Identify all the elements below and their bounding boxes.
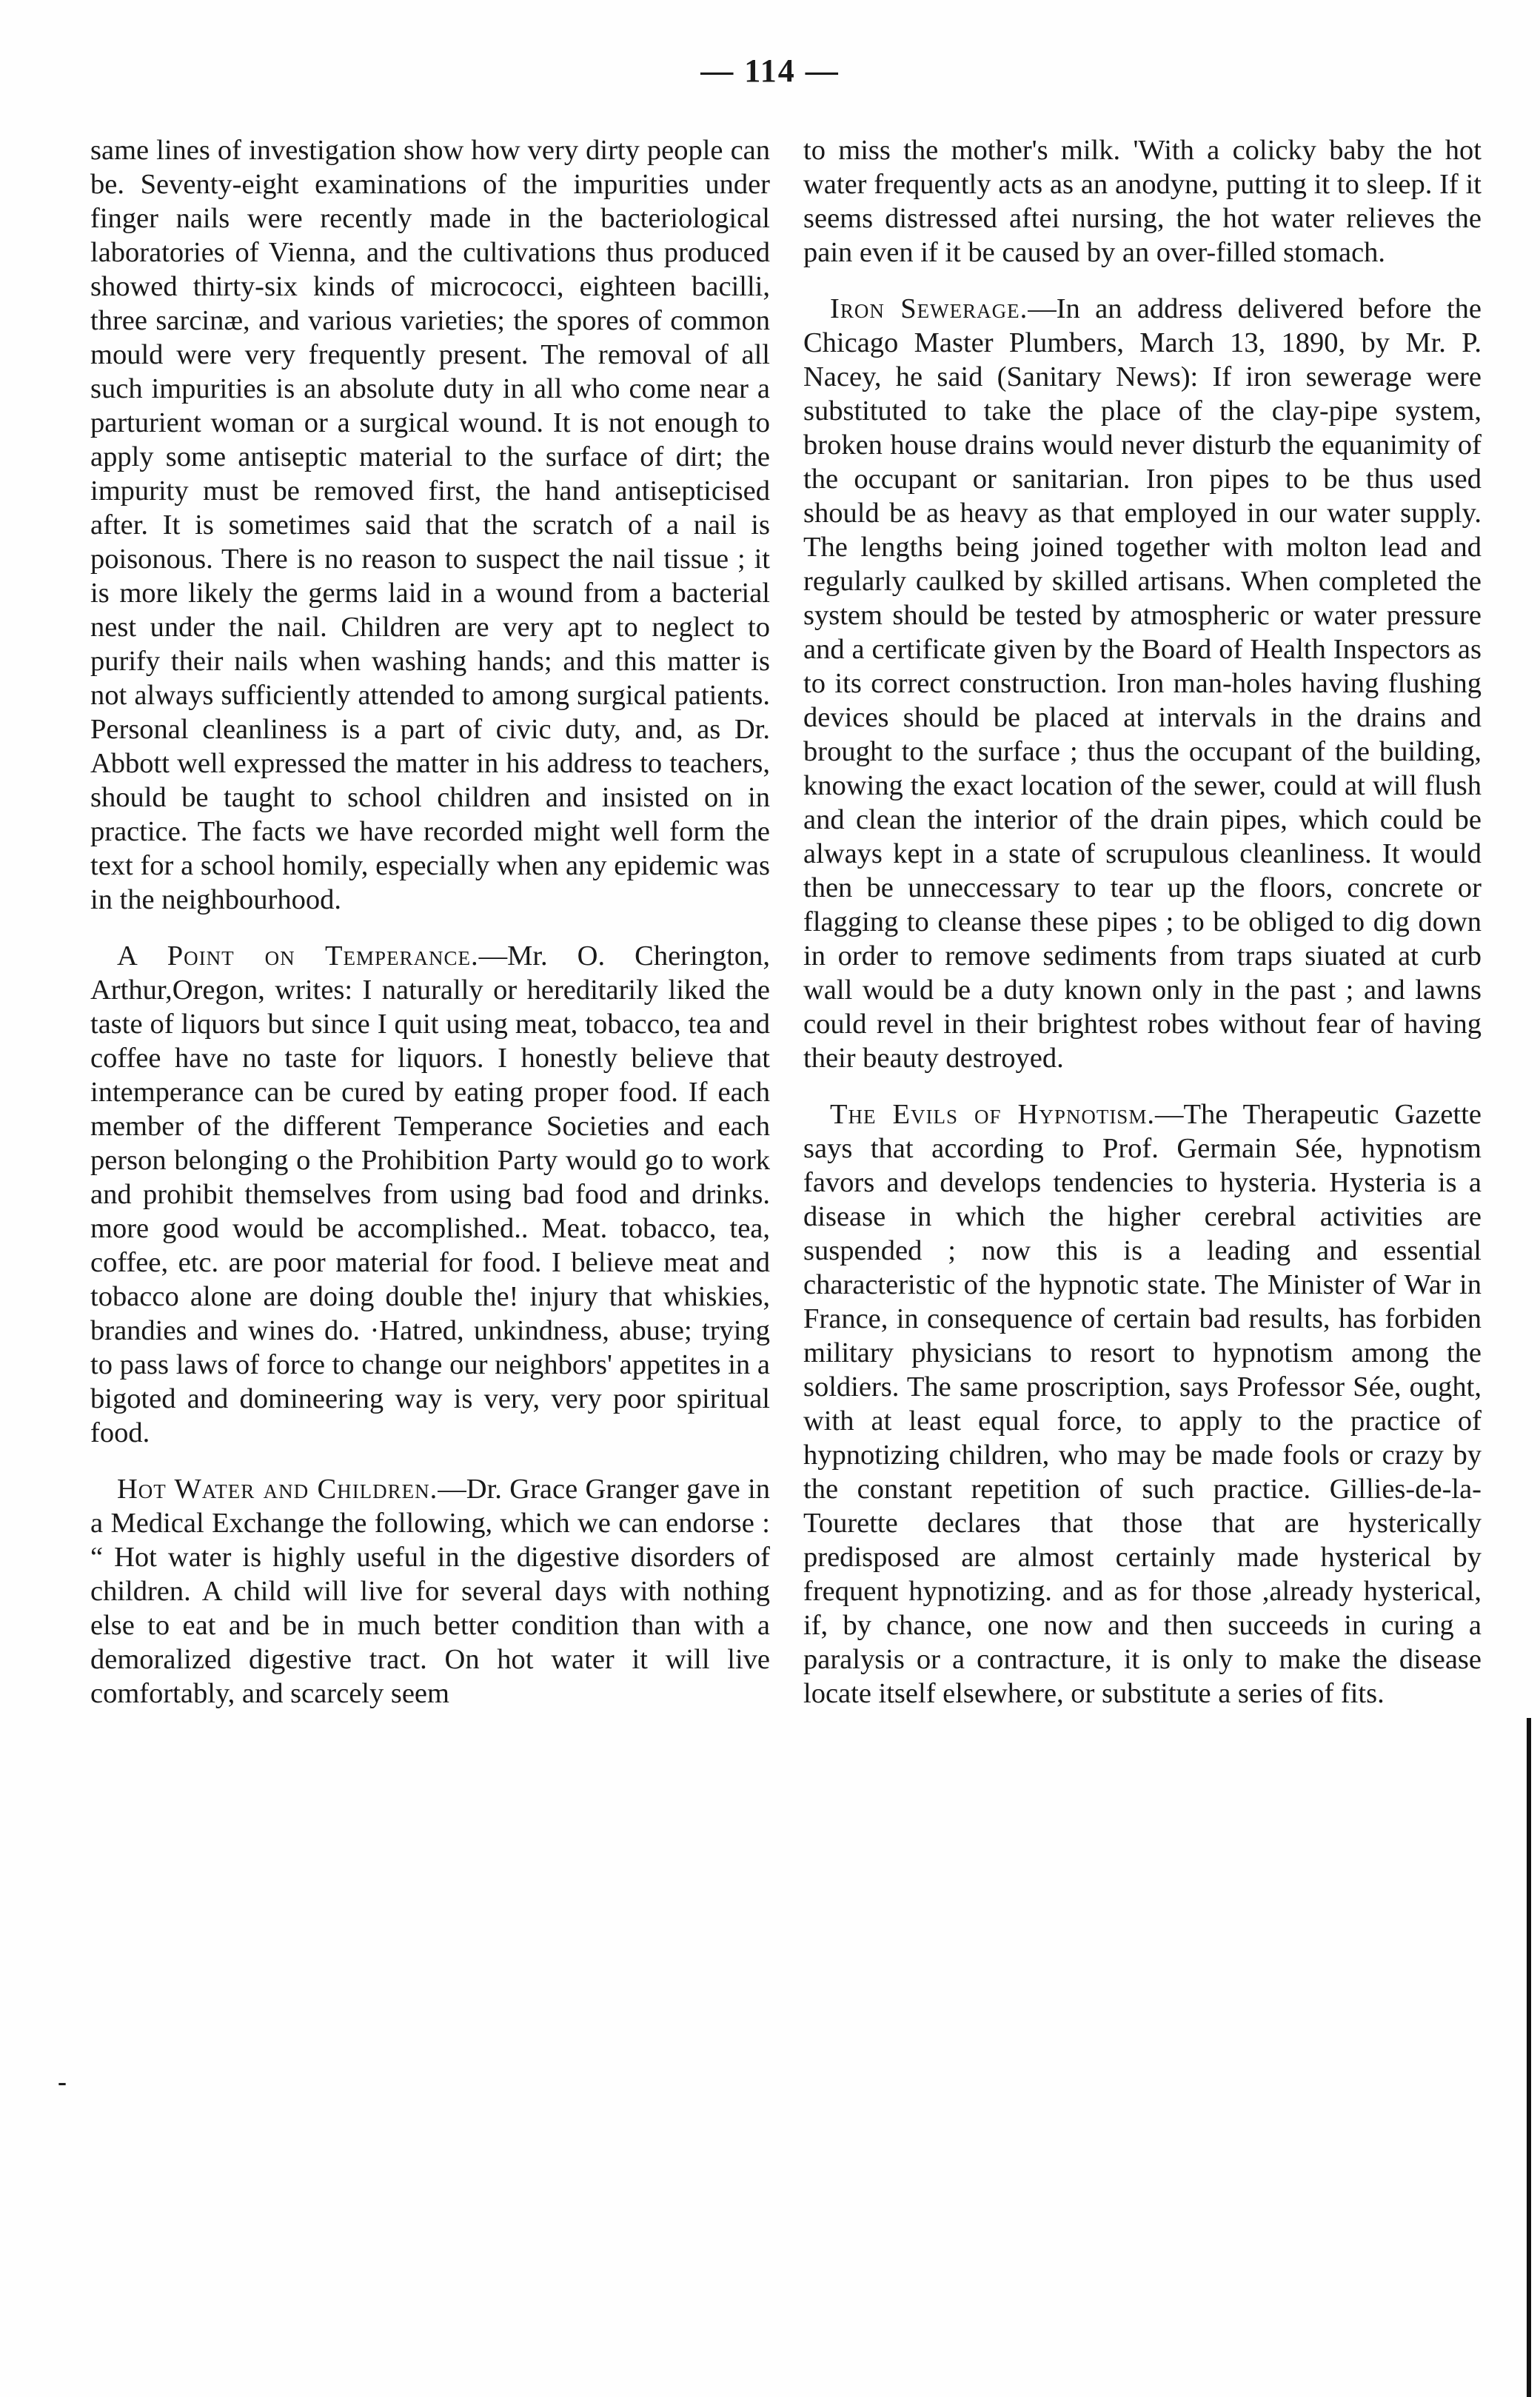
- right-intro-paragraph: to miss the mother's milk. 'With a colicky baby the hot water frequently acts as an anodyne, putting it to sleep. If it seems distressed aftei nursing, the hot water relieves the pain even if it be caused by an over-filled stomach.: [803, 135, 1482, 268]
- section-title-hot-water: Hot Water and Children.: [117, 1474, 438, 1505]
- margin-mark: -: [58, 2067, 67, 2096]
- left-column: [90, 133, 770, 1711]
- section-body-temperance: —Mr. O. Cherington, Arthur,Oregon, writes: I naturally or hereditarily liked the taste of liquors but since I quit using meat, tobacco, tea and coffee have no taste for liquors. I honestly believe that intemperance can be cured by eating proper food. If each member of the different Temperance Societies and each person belonging o the Prohibition Party would go to work and prohibit themselves from using bad food and drinks. more good would be accomplished.. Meat. tobacco, tea, coffee, etc. are poor material for food. I believe meat and tobacco alone are doing double the! injury that whiskies, brandies and wines do. ·Hatred, unkindness, abuse; trying to pass laws of force to change our neighbors' appetites in a bigoted and domineering way is very, very poor spiritual food.: [90, 940, 770, 1448]
- right-column: [803, 133, 1482, 1711]
- section-title-hypnotism: The Evils of Hypnotism.: [830, 1099, 1155, 1130]
- section-hypnotism: [803, 1097, 1482, 1711]
- section-iron-sewerage: [803, 292, 1482, 1075]
- section-body-hypnotism: —The Therapeutic Gazette says that according to Prof. Germain Sée, hypnotism favors and develops tendencies to hysteria. Hysteria is a disease in which the higher cerebral activities are suspended ; now this is a leading and essential characteristic of the hypnotic state. The Minister of War in France, in consequence of certain bad results, has forbiden military physicians to resort to hypnotism among the soldiers. The same proscription, says Professor Sée, ought, with at least equal force, to apply to the practice of hypnotizing children, who may be made fools or crazy by the constant repetition of such practice. Gillies-de-la-Tourette declares that those that are hysterically predisposed are almost certainly made hysterical by frequent hypnotizing. and as for those ,already hysterical, if, by chance, one now and then succeeds in curing a paralysis or a contracture, it is only to make the disease locate itself elsewhere, or substitute a series of fits.: [803, 1099, 1482, 1709]
- section-title-iron-sewerage: Iron Sewerage.: [830, 293, 1028, 324]
- section-body-iron-sewerage: —In an address delivered before the Chicago Master Plumbers, March 13, 1890, by Mr. P. Nacey, he said (Sanitary News): If iron sewerage were substituted to take the place of the clay-pipe system, broken house drains would never disturb the equanimity of the occupant or sanitarian. Iron pipes to be thus used should be as heavy as that employed in our water supply. The lengths being joined together with molton lead and regularly caulked by skilled artisans. When completed the system should be tested by atmospheric or water pressure and a certificate given by the Board of Health Inspectors as to its correct construction. Iron man-holes having flushing devices should be placed at intervals in the drains and brought to the surface ; thus the occupant of the building, knowing the exact location of the sewer, could at will flush and clean the interior of the drain pipes, which could be always kept in a state of scrupulous cleanliness. It would then be unneccessary to tear up the floors, concrete or flagging to cleanse these pipes ; to be obliged to dig down in order to remove sediments from traps siuated at curb wall would be a duty known only in the past ; and lawns could revel in their brightest robes without fear of having their beauty destroyed.: [803, 293, 1482, 1074]
- section-temperance: [90, 939, 770, 1450]
- section-body-hot-water: —Dr. Grace Granger gave in a Medical Exchange the following, which we can endorse : “ Hot water is highly useful in the digestive disorders of children. A child will live for several days with nothing else to eat and be in much better condition than with a demoralized digestive tract. On hot water it will live comfortably, and scarcely seem: [90, 1474, 770, 1709]
- section-hot-water: [90, 1472, 770, 1711]
- left-intro-paragraph: same lines of investigation show how very dirty people can be. Seventy-eight examinations of the impurities under finger nails were recently made in the bacteriological laboratories of Vienna, and the cultivations thus produced showed thirty-six kinds of micrococci, eighteen bacilli, three sarcinæ, and various varieties; the spores of common mould were very frequently present. The removal of all such impurities is an absolute duty in all who come near a parturient woman or a surgical wound. It is not enough to apply some antiseptic material to the surface of dirt; the impurity must be removed first, the hand antisepticised after. It is sometimes said that the scratch of a nail is poisonous. There is no reason to suspect the nail tissue ; it is more likely the germs laid in a wound from a bacterial nest under the nail. Children are very apt to neglect to purify their nails when washing hands; and this matter is not always sufficiently attended to among surgical patients. Personal cleanliness is a part of civic duty, and, as Dr. Abbott well expressed the matter in his address to teachers, should be taught to school children and insisted on in practice. The facts we have recorded might well form the text for a school homily, especially when any epidemic was in the neighbourhood.: [90, 135, 770, 915]
- page-edge-bar: [1527, 1718, 1531, 2397]
- page-number: — 114 —: [700, 53, 840, 89]
- section-title-temperance: A Point on Temperance.: [117, 940, 479, 972]
